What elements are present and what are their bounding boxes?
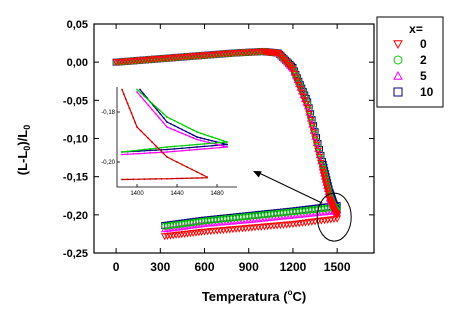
inset-series-2-point [189, 127, 191, 129]
inset-series-5-point [149, 152, 151, 154]
inset-x-tick-label: 1440 [170, 191, 184, 197]
inset-series-2-point [170, 118, 172, 120]
inset-series-2-point [151, 102, 153, 104]
inset-series-2-point [219, 142, 221, 144]
inset-series-0-point [144, 178, 146, 180]
inset-series-2-point [226, 141, 228, 143]
inset-series-2-point [200, 132, 202, 134]
legend-label-2: 2 [420, 53, 427, 67]
legend-title: x= [409, 22, 423, 36]
inset-series-0-point [196, 177, 198, 179]
inset-series-0-point [129, 107, 131, 109]
legend-label-0: 0 [420, 37, 427, 51]
inset-series-0-point [132, 178, 134, 180]
inset-series-5-point [185, 134, 187, 136]
inset-series-5-point [162, 122, 164, 124]
inset-series-2-point [204, 134, 206, 136]
inset-series-0-point [134, 121, 136, 123]
inset-series-5-point [127, 153, 129, 155]
inset-series-2-point [166, 146, 168, 148]
inset-series-2-point [174, 145, 176, 147]
inset-series-10-point [139, 89, 141, 91]
inset-series-2-point [144, 95, 146, 97]
inset-series-5-point [189, 149, 191, 151]
inset-series-5-point [174, 150, 176, 152]
inset-series-10-point [181, 147, 183, 149]
inset-series-2-point [192, 129, 194, 131]
inset-series-5-point [200, 140, 202, 142]
inset-series-5-point [151, 109, 153, 111]
inset-series-0-point [132, 117, 134, 119]
y-tick-label: -0,05 [62, 95, 88, 108]
inset-series-0-point [201, 177, 203, 179]
inset-series-5-point [196, 139, 198, 141]
inset-series-5-point [226, 146, 228, 148]
x-axis-title-sup: o [287, 288, 293, 297]
inset-series-0-point [181, 177, 183, 179]
inset-series-0-point [166, 178, 168, 180]
inset-series-5-point [170, 128, 172, 130]
inset-plot [101, 87, 237, 197]
inset-series-10-point [163, 117, 165, 119]
inset-series-5-point [166, 126, 168, 128]
inset-series-2-point [219, 139, 221, 141]
inset-series-5-point [177, 131, 179, 133]
inset-series-10-point [166, 121, 168, 123]
inset-series-2-point [162, 113, 164, 115]
inset-series-5-point [204, 148, 206, 150]
inset-series-2-point [215, 137, 217, 139]
inset-series-10-point [196, 146, 198, 148]
inset-series-2-point [185, 125, 187, 127]
inset-series-5-point [219, 147, 221, 149]
inset-series-2-point [189, 144, 191, 146]
inset-series-10-point [189, 132, 191, 134]
inset-series-0-point [127, 103, 129, 105]
inset-series-10-point [155, 149, 157, 151]
inset-series-10-point [192, 134, 194, 136]
inset-series-2-point [132, 150, 134, 152]
inset-series-2-point [196, 144, 198, 146]
inset-series-0-point [171, 159, 173, 161]
inset-series-2-point [174, 120, 176, 122]
inset-series-5-point [138, 153, 140, 155]
inset-series-2-point [204, 143, 206, 145]
inset-series-5-point [144, 152, 146, 154]
inset-series-0-point [140, 130, 142, 132]
y-tick-label: -0,25 [62, 248, 88, 260]
inset-series-0-point [159, 149, 161, 151]
inset-series-5-point [155, 152, 157, 154]
y-axis-title-sub2: 0 [22, 124, 32, 130]
inset-series-2-point [138, 149, 140, 151]
legend [377, 17, 443, 107]
inset-series-0-point [186, 177, 188, 179]
x-axis-title-end: C) [292, 289, 307, 304]
inset-series-10-point [156, 109, 158, 111]
inset-series-10-point [204, 138, 206, 140]
inset-series-2-point [155, 147, 157, 149]
inset-series-0-point [127, 179, 129, 181]
inset-series-0-point [166, 156, 168, 158]
inset-series-10-point [170, 123, 172, 125]
zoom-arrow-line [257, 172, 322, 203]
inset-series-0-point [176, 178, 178, 180]
inset-series-2-point [211, 136, 213, 138]
inset-series-5-point [159, 117, 161, 119]
inset-series-2-point [121, 151, 123, 153]
inset-series-5-point [155, 113, 157, 115]
inset-series-5-point [132, 153, 134, 155]
inset-series-0-point [155, 145, 157, 147]
y-tick-label: -0,10 [62, 133, 88, 146]
inset-series-2-point [147, 99, 149, 101]
y-axis-title [15, 125, 32, 175]
inset-series-2-point [155, 106, 157, 108]
inset-series-5-point [181, 150, 183, 152]
inset-series-5-point [136, 91, 138, 93]
legend-label-10: 10 [420, 85, 434, 99]
inset-series-2-point [211, 142, 213, 144]
inset-series-5-point [192, 137, 194, 139]
inset-series-2-point [181, 145, 183, 147]
inset-series-10-point [204, 145, 206, 147]
inset-series-0-point [201, 174, 203, 176]
inset-series-0-point [144, 134, 146, 136]
x-tick-label: 900 [238, 260, 259, 274]
inset-series-0-point [162, 152, 164, 154]
inset-series-2-point [140, 92, 142, 94]
inset-series-10-point [174, 148, 176, 150]
y-tick-label: 0,05 [66, 19, 88, 31]
y-tick-label: -0,15 [62, 171, 88, 184]
inset-series-2-point [207, 135, 209, 137]
inset-series-10-point [177, 127, 179, 129]
y-tick-label: 0,00 [66, 57, 88, 70]
inset-series-5-point [204, 140, 206, 142]
inset-background [117, 87, 237, 187]
inset-series-0-point [136, 126, 138, 128]
inset-series-5-point [211, 147, 213, 149]
legend-label-5: 5 [420, 69, 427, 83]
inset-series-0-point [196, 171, 198, 173]
x-axis-title-main: Temperatura ( [201, 289, 288, 304]
inset-series-10-point [196, 136, 198, 138]
inset-series-0-point [147, 137, 149, 139]
inset-series-10-point [189, 147, 191, 149]
inset-series-0-point [181, 164, 183, 166]
inset-series-0-point [191, 169, 193, 171]
inset-series-0-point [206, 177, 208, 179]
inset-series-5-point [207, 141, 209, 143]
inset-series-10-point [149, 150, 151, 152]
inset-y-tick-label: -0,18 [101, 110, 115, 116]
inset-series-2-point [159, 109, 161, 111]
inset-series-10-point [181, 129, 183, 131]
inset-series-10-point [174, 125, 176, 127]
inset-series-2-point [196, 131, 198, 133]
inset-y-tick-label: -0,20 [101, 160, 115, 166]
x-tick-label: 600 [194, 260, 215, 274]
inset-series-0-point [149, 178, 151, 180]
inset-series-5-point [166, 151, 168, 153]
inset-series-10-point [211, 140, 213, 142]
inset-series-0-point [121, 179, 123, 181]
inset-series-5-point [181, 132, 183, 134]
inset-series-10-point [166, 149, 168, 151]
inset-x-tick-label: 1400 [130, 191, 144, 197]
inset-series-5-point [189, 135, 191, 137]
inset-series-0-point [191, 177, 193, 179]
inset-series-5-point [147, 104, 149, 106]
inset-series-10-point [159, 113, 161, 115]
inset-series-5-point [174, 129, 176, 131]
y-axis-title-mid: )/L [15, 129, 30, 146]
inset-series-0-point [155, 178, 157, 180]
y-tick-label: -0,20 [62, 209, 88, 222]
inset-series-0-point [138, 178, 140, 180]
inset-series-2-point [160, 147, 162, 149]
inset-series-5-point [140, 95, 142, 97]
inset-series-0-point [125, 98, 127, 100]
inset-x-tick-label: 1480 [210, 191, 224, 197]
inset-series-0-point [130, 112, 132, 114]
inset-series-10-point [185, 130, 187, 132]
inset-series-5-point [219, 144, 221, 146]
inset-series-2-point [127, 150, 129, 152]
inset-series-0-point [171, 178, 173, 180]
inset-series-0-point [160, 178, 162, 180]
x-tick-label: 0 [112, 260, 120, 274]
inset-series-10-point [226, 144, 228, 146]
inset-series-2-point [181, 124, 183, 126]
x-tick-label: 1200 [279, 260, 307, 274]
inset-series-2-point [177, 122, 179, 124]
x-tick-label: 300 [150, 260, 171, 274]
inset-series-0-point [176, 161, 178, 163]
inset-series-2-point [222, 140, 224, 142]
inset-series-2-point [166, 116, 168, 118]
inset-series-0-point [123, 93, 125, 95]
inset-series-2-point [136, 89, 138, 91]
y-axis-title-open: (L-L [15, 150, 30, 176]
inset-series-10-point [211, 145, 213, 147]
inset-series-0-point [121, 89, 123, 91]
inset-series-2-point [144, 149, 146, 151]
zoom-arrow-head [253, 171, 262, 178]
y-axis-title-sub1: 0 [22, 145, 32, 151]
inset-series-0-point [186, 166, 188, 168]
x-axis-title [202, 288, 306, 304]
x-tick-label: 1500 [323, 260, 351, 274]
inset-series-5-point [121, 154, 123, 156]
inset-series-10-point [207, 139, 209, 141]
inset-series-5-point [196, 149, 198, 151]
inset-series-2-point [149, 148, 151, 150]
inset-series-5-point [144, 100, 146, 102]
inset-series-10-point [200, 137, 202, 139]
inset-series-0-point [151, 141, 153, 143]
